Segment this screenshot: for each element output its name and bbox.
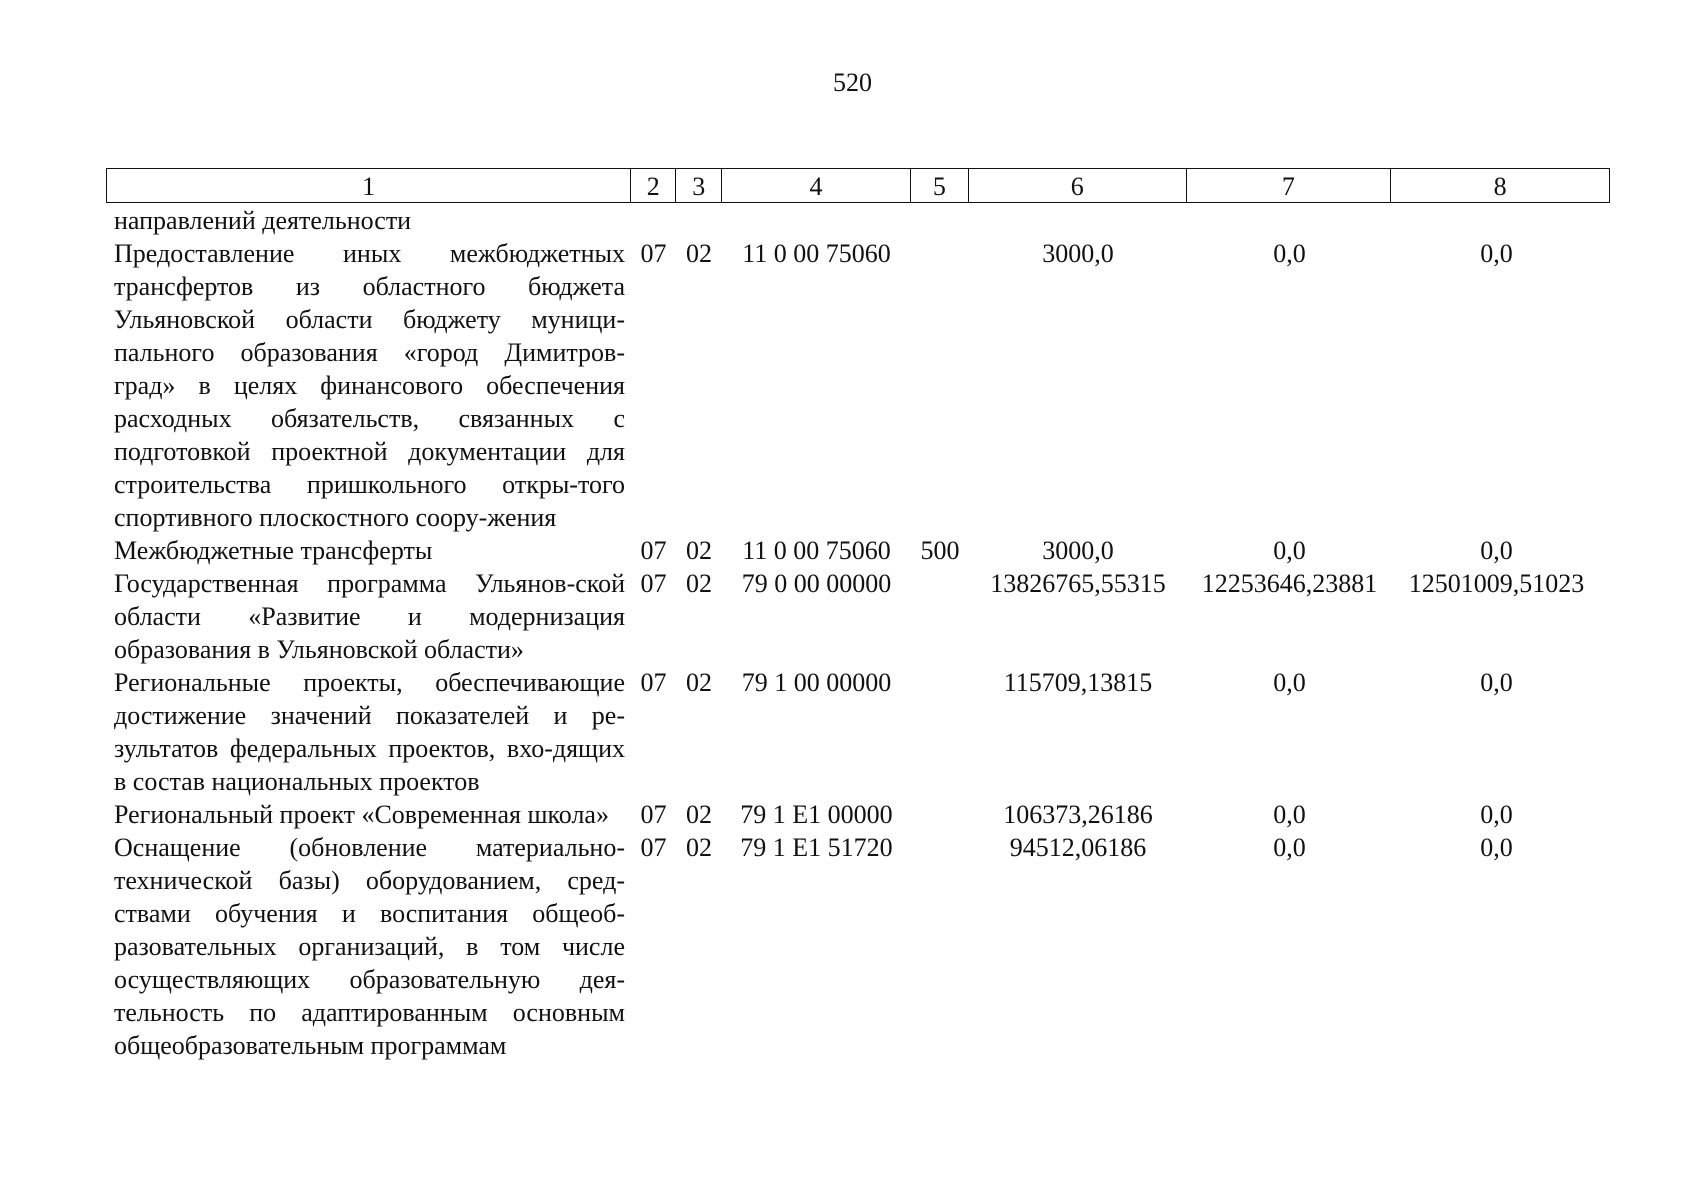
row-amount-year1: 106373,26186 bbox=[1003, 800, 1153, 829]
row-expense-type bbox=[911, 831, 969, 1062]
row-target-item: 79 1 E1 00000 bbox=[740, 800, 893, 829]
row-name bbox=[106, 237, 631, 534]
row-name bbox=[106, 567, 631, 666]
row-subsection: 02 bbox=[686, 668, 712, 697]
row-name: Межбюджетные трансферты bbox=[114, 536, 433, 565]
row-expense-type bbox=[911, 567, 969, 666]
column-header-2: 2 bbox=[631, 169, 676, 202]
row-subsection: 02 bbox=[686, 800, 712, 829]
row-amount-year3: 0,0 bbox=[1480, 800, 1513, 829]
row-target-item: 11 0 00 75060 bbox=[742, 536, 891, 565]
table-row bbox=[106, 534, 1610, 567]
row-name-text: Оснащение (обновление материально-технической базы) оборудованием, сред-ствами обучения и воспитания общеоб-разовательных организаций, в том числе осуществляющих образовательную дея-тельность по адаптированным основным общеобразовательным программам bbox=[114, 833, 625, 1060]
row-name: направлений деятельности bbox=[114, 206, 412, 235]
row-amount-year2: 0,0 bbox=[1273, 833, 1306, 862]
row-amount-year1 bbox=[969, 204, 1187, 237]
row-target-item: 79 1 E1 51720 bbox=[740, 833, 893, 862]
row-expense-type bbox=[911, 204, 969, 237]
row-amount-year2 bbox=[1187, 204, 1392, 237]
row-amount-year2: 0,0 bbox=[1273, 239, 1306, 268]
row-subsection: 02 bbox=[686, 833, 712, 862]
row-amount-year2: 12253646,23881 bbox=[1201, 569, 1378, 598]
row-amount-year2: 0,0 bbox=[1273, 536, 1306, 565]
column-header-6: 6 bbox=[969, 169, 1187, 202]
row-amount-year3: 0,0 bbox=[1480, 668, 1513, 697]
column-header-4: 4 bbox=[722, 169, 911, 202]
row-name bbox=[106, 831, 631, 1062]
row-section bbox=[631, 204, 676, 237]
row-name bbox=[106, 798, 631, 831]
table-row bbox=[106, 204, 1610, 237]
table-row bbox=[106, 798, 1610, 831]
row-subsection bbox=[676, 204, 722, 237]
row-expense-type: 500 bbox=[920, 536, 960, 565]
row-expense-type bbox=[911, 666, 969, 798]
page-number: 520 bbox=[833, 68, 872, 97]
row-amount-year3 bbox=[1392, 204, 1601, 237]
row-name-text: Государственная программа Ульянов-ской области «Развитие и модернизация образования в Ульяновской области» bbox=[114, 569, 625, 664]
row-amount-year1: 115709,13815 bbox=[1003, 668, 1153, 697]
row-name-text: Региональные проекты, обеспечивающие достижение значений показателей и ре-зультатов федеральных проектов, вхо-дящих в состав национальных проектов bbox=[114, 668, 625, 796]
column-header-5: 5 bbox=[911, 169, 969, 202]
column-header-1: 1 bbox=[107, 169, 631, 202]
row-target-item: 11 0 00 75060 bbox=[742, 239, 891, 268]
row-target-item: 79 0 00 00000 bbox=[741, 569, 892, 598]
row-name-text: Предоставление иных межбюджетных трансфертов из областного бюджета Ульяновской области бюджету муници-пального образования «город Димитров-град» в целях финансового обеспечения расходных обязательств, связанных с подготовкой проектной документации для строительства пришкольного откры-того спортивного плоскостного соору-жения bbox=[114, 239, 625, 532]
row-amount-year1: 3000,0 bbox=[1042, 536, 1114, 565]
row-amount-year1: 94512,06186 bbox=[1009, 833, 1147, 862]
row-name bbox=[106, 666, 631, 798]
row-target-item: 79 1 00 00000 bbox=[741, 668, 892, 697]
row-amount-year3: 0,0 bbox=[1480, 833, 1513, 862]
row-amount-year3: 0,0 bbox=[1480, 239, 1513, 268]
row-section: 07 bbox=[640, 239, 667, 268]
row-subsection: 02 bbox=[686, 536, 712, 565]
column-header-3: 3 bbox=[676, 169, 722, 202]
row-subsection: 02 bbox=[686, 239, 712, 268]
table-row bbox=[106, 666, 1610, 798]
row-section: 07 bbox=[640, 833, 667, 862]
table-row bbox=[106, 831, 1610, 1062]
row-amount-year2: 0,0 bbox=[1273, 668, 1306, 697]
table-header-row bbox=[106, 168, 1610, 203]
row-expense-type bbox=[911, 798, 969, 831]
column-header-7: 7 bbox=[1187, 169, 1392, 202]
row-amount-year2: 0,0 bbox=[1273, 800, 1306, 829]
row-target-item bbox=[722, 204, 911, 237]
row-section: 07 bbox=[640, 800, 667, 829]
column-header-8: 8 bbox=[1493, 172, 1507, 201]
row-expense-type bbox=[911, 237, 969, 534]
row-section: 07 bbox=[640, 668, 667, 697]
table-row bbox=[106, 567, 1610, 666]
row-section: 07 bbox=[640, 569, 667, 598]
row-amount-year3: 0,0 bbox=[1480, 536, 1513, 565]
row-amount-year3: 12501009,51023 bbox=[1408, 569, 1585, 598]
table-row bbox=[106, 237, 1610, 534]
row-name-text: Региональный проект «Современная школа» bbox=[114, 800, 609, 829]
row-amount-year1: 3000,0 bbox=[1042, 239, 1114, 268]
row-subsection: 02 bbox=[686, 569, 712, 598]
row-amount-year1: 13826765,55315 bbox=[990, 569, 1166, 598]
row-section: 07 bbox=[640, 536, 667, 565]
budget-table-body bbox=[106, 204, 1610, 1062]
